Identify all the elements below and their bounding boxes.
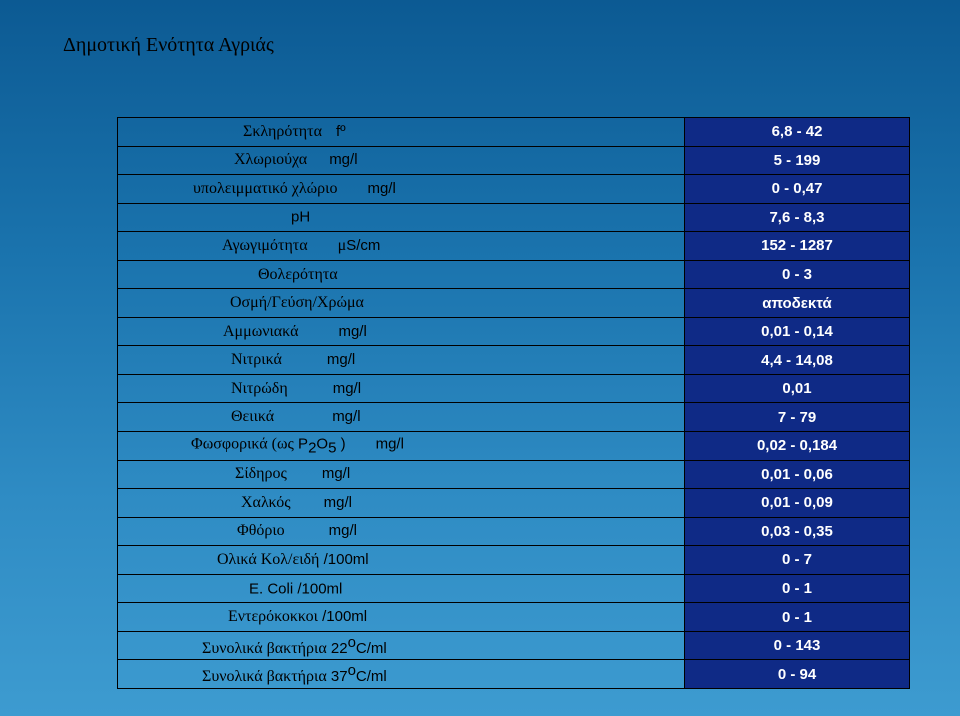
parameter-cell <box>118 118 685 147</box>
value-cell: 7,6 - 8,3 <box>685 203 910 232</box>
parameter-cell <box>118 403 685 432</box>
table-row <box>118 403 910 432</box>
table-row <box>118 289 910 318</box>
table-row <box>118 175 910 204</box>
formula-subscript: 5 <box>328 439 337 457</box>
parameter-label: Σκληρότητα <box>243 122 322 140</box>
parameter-label: Συνολικά βακτήρια <box>202 639 327 657</box>
table-row <box>118 374 910 403</box>
parameter-unit: /100ml <box>322 608 368 626</box>
parameter-unit: C/ml <box>355 639 387 657</box>
parameter-cell <box>118 460 685 489</box>
table-row <box>118 203 910 232</box>
parameter-label: Νιτρικά <box>231 351 282 369</box>
degree-mark: o <box>347 633 356 651</box>
parameter-cell <box>118 574 685 603</box>
formula-element: O <box>316 435 329 453</box>
table-row <box>118 546 910 575</box>
table-row <box>118 660 910 689</box>
value-cell: 0 - 3 <box>685 260 910 289</box>
value-cell: αποδεκτά <box>685 289 910 318</box>
table-row <box>118 317 910 346</box>
parameter-unit: mg/l <box>328 522 357 540</box>
parameter-unit: S/cm <box>346 236 381 254</box>
table-row <box>118 460 910 489</box>
value-cell: 0 - 1 <box>685 574 910 603</box>
parameter-unit: mg/l <box>338 322 367 340</box>
value-cell: 0,01 <box>685 374 910 403</box>
table-row <box>118 517 910 546</box>
value-cell: 0 - 7 <box>685 546 910 575</box>
parameter-unit: mg/l <box>321 465 351 483</box>
parameter-unit: mg/l <box>332 408 361 426</box>
parameter-cell <box>118 260 685 289</box>
parameter-cell <box>118 660 685 689</box>
table-row <box>118 603 910 632</box>
parameter-label: Συνολικά βακτήρια <box>202 668 327 686</box>
value-cell: 0,02 - 0,184 <box>685 432 910 461</box>
parameter-cell <box>118 489 685 518</box>
value-cell: 4,4 - 14,08 <box>685 346 910 375</box>
parameter-cell <box>118 175 685 204</box>
parameter-cell <box>118 232 685 261</box>
parameter-cell <box>118 289 685 318</box>
parameter-cell <box>118 203 685 232</box>
table-row <box>118 489 910 518</box>
parameter-cell <box>118 432 685 461</box>
parameter-label: pH <box>291 208 311 226</box>
parameter-cell <box>118 517 685 546</box>
parameter-unit: C/ml <box>355 668 387 686</box>
parameter-unit: /100ml <box>323 550 369 568</box>
value-cell: 0 - 1 <box>685 603 910 632</box>
parameter-label: Οσμή/Γεύση/Χρώμα <box>230 294 364 312</box>
value-cell: 0,01 - 0,06 <box>685 460 910 489</box>
table-row <box>118 118 910 147</box>
parameter-cell <box>118 374 685 403</box>
parameter-unit: mg/l <box>367 179 396 197</box>
parameter-cell <box>118 631 685 660</box>
value-cell: 5 - 199 <box>685 146 910 175</box>
table-row <box>118 146 910 175</box>
parameter-label: Φωσφορικά (ως <box>191 435 294 453</box>
parameter-cell <box>118 317 685 346</box>
parameter-label: Αμμωνιακά <box>223 322 299 340</box>
value-cell: 6,8 - 42 <box>685 118 910 147</box>
formula-element: P <box>298 435 309 453</box>
parameter-unit: mg/l <box>329 151 358 169</box>
parameter-label: E. Coli <box>249 580 294 598</box>
parameter-label: Εντερόκοκκοι <box>228 608 318 626</box>
table-row <box>118 260 910 289</box>
table-row <box>118 631 910 660</box>
parameter-label: Σίδηρος <box>235 465 287 483</box>
parameter-unit-prefix: μ <box>337 236 347 254</box>
parameter-label: Ολικά Κολ/ειδή <box>217 550 320 568</box>
water-quality-table <box>117 117 910 689</box>
formula-close: ) <box>340 435 346 453</box>
parameter-unit: mg/l <box>332 379 362 397</box>
parameter-unit: mg/l <box>375 435 404 453</box>
parameter-cell <box>118 603 685 632</box>
table-row <box>118 574 910 603</box>
value-cell: 0 - 143 <box>685 631 910 660</box>
parameter-unit-temp: 37 <box>330 668 348 686</box>
value-cell: 0 - 0,47 <box>685 175 910 204</box>
parameter-label: Φθόριο <box>237 522 285 540</box>
parameter-unit: mg/l <box>326 351 356 369</box>
table-row <box>118 432 910 461</box>
parameter-label: Θειικά <box>231 408 275 426</box>
parameter-unit: fº <box>335 122 346 140</box>
parameter-cell <box>118 346 685 375</box>
value-cell: 152 - 1287 <box>685 232 910 261</box>
parameter-cell <box>118 546 685 575</box>
value-cell: 7 - 79 <box>685 403 910 432</box>
parameter-label: Νιτρώδη <box>231 379 288 397</box>
parameter-unit: mg/l <box>323 493 352 511</box>
formula-subscript: 2 <box>308 439 317 457</box>
parameter-cell <box>118 146 685 175</box>
parameter-label: Χλωριούχα <box>234 151 308 169</box>
parameter-label: υπολειμματικό χλώριο <box>193 179 338 197</box>
value-cell: 0,01 - 0,14 <box>685 317 910 346</box>
value-cell: 0,01 - 0,09 <box>685 489 910 518</box>
value-cell: 0 - 94 <box>685 660 910 689</box>
page-title: Δημοτική Ενότητα Αγριάς <box>63 34 274 56</box>
parameter-label: Θολερότητα <box>258 265 338 283</box>
table-row <box>118 346 910 375</box>
value-cell: 0,03 - 0,35 <box>685 517 910 546</box>
parameter-label: Χαλκός <box>241 493 291 511</box>
parameter-unit-temp: 22 <box>330 639 348 657</box>
parameter-unit: /100ml <box>297 580 343 598</box>
table-row <box>118 232 910 261</box>
degree-mark: o <box>347 662 356 680</box>
parameter-label: Αγωγιμότητα <box>222 236 308 254</box>
